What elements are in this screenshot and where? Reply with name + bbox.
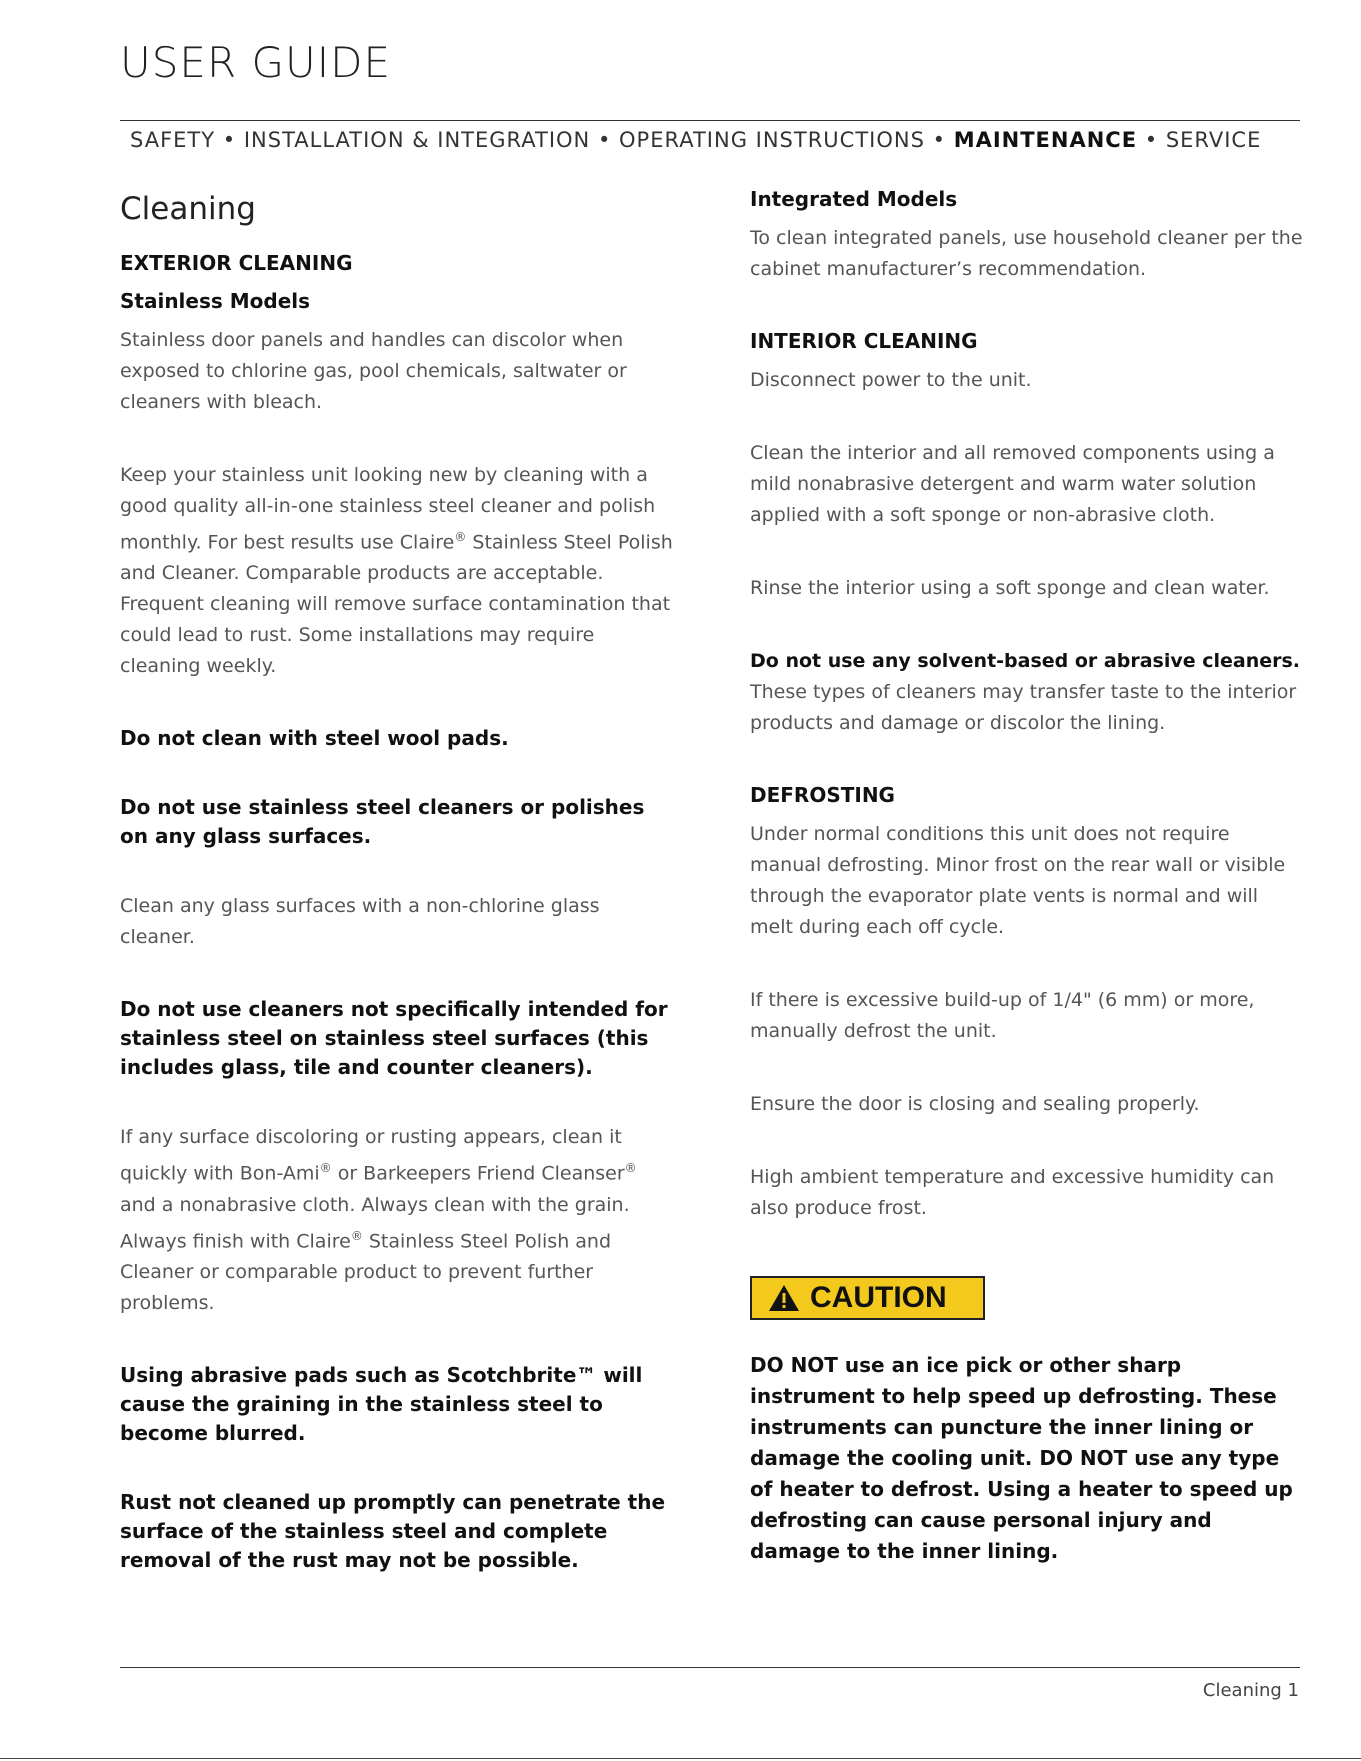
nav-item-service: SERVICE (1165, 128, 1262, 152)
door-seal-paragraph: Ensure the door is closing and sealing properly. (750, 1093, 1200, 1115)
abrasive-pads-warning: Using abrasive pads such as Scotchbrite™ will cause the graining in the stainless steel to become blurred. (120, 1362, 643, 1445)
glass-cleaning-paragraph: Clean any glass surfaces with a non-chlorine glass cleaner. (120, 895, 600, 949)
header-divider (120, 120, 1300, 121)
nav-item-installation: INSTALLATION & INTEGRATION (243, 128, 591, 152)
section-title: Cleaning (120, 191, 256, 227)
glass-polish-warning: Do not use stainless steel cleaners or polishes on any glass surfaces. (120, 795, 645, 849)
right-column (750, 185, 1305, 1567)
page-edge-line (0, 1758, 1361, 1759)
caution-label: CAUTION (810, 1281, 947, 1314)
integrated-models-heading: Integrated Models (750, 187, 958, 211)
footer-divider (120, 1667, 1300, 1668)
disconnect-power-paragraph: Disconnect power to the unit. (750, 369, 1032, 391)
defrost-buildup-paragraph: If there is excessive build-up of 1/4" (6 mm) or more, manually defrost the unit. (750, 989, 1255, 1042)
stainless-models-heading: Stainless Models (120, 289, 311, 313)
stainless-care-paragraph: Keep your stainless unit looking new by cleaning with a good quality all-in-one stainless steel cleaner and polish monthly. For best results use Claire® Stainless Steel Polish and Cleaner. Comparable products are acceptable. Frequent cleaning will remove surface contamination that could lead to rust. Some installations may require cleaning weekly. (120, 464, 673, 678)
caution-label-box (750, 1276, 985, 1320)
nav-separator: • (222, 128, 237, 152)
nav-separator: • (597, 128, 612, 152)
solvent-warning-paragraph: Do not use any solvent-based or abrasive cleaners. These types of cleaners may transfer taste to the interior products and damage or discolor the lining. (750, 650, 1301, 734)
interior-clean-paragraph: Clean the interior and all removed components using a mild nonabrasive detergent and warm water solution applied with a soft sponge or non-abrasive cloth. (750, 442, 1275, 526)
humidity-paragraph: High ambient temperature and excessive humidity can also produce frost. (750, 1166, 1275, 1219)
nav-separator: • (1144, 128, 1159, 152)
rust-warning: Rust not cleaned up promptly can penetrate the surface of the stainless steel and complete removal of the rust may not be possible. (120, 1489, 666, 1572)
stainless-discolor-paragraph: Stainless door panels and handles can discolor when exposed to chlorine gas, pool chemicals, saltwater or cleaners with bleach. (120, 329, 627, 413)
warning-triangle-icon (768, 1284, 800, 1312)
nav-item-safety: SAFETY (130, 128, 216, 152)
document-title: USER GUIDE (120, 38, 392, 87)
nav-item-operating: OPERATING INSTRUCTIONS (619, 128, 925, 152)
defrost-normal-paragraph: Under normal conditions this unit does not require manual defrosting. Minor frost on the rear wall or visible through the evaporator plate vents is normal and will melt during each off cycle. (750, 823, 1286, 938)
left-column (120, 185, 675, 1615)
section-nav (130, 128, 1261, 152)
nav-item-maintenance: MAINTENANCE (953, 128, 1138, 152)
rinse-paragraph: Rinse the interior using a soft sponge and clean water. (750, 577, 1270, 599)
steel-wool-warning: Do not clean with steel wool pads. (120, 726, 509, 751)
page-footer: Cleaning 1 (1202, 1680, 1299, 1701)
exterior-cleaning-heading: EXTERIOR CLEANING (120, 251, 353, 275)
integrated-panels-paragraph: To clean integrated panels, use household cleaner per the cabinet manufacturer’s recommendation. (750, 227, 1303, 280)
nav-separator: • (932, 128, 946, 152)
interior-cleaning-heading: INTERIOR CLEANING (750, 329, 978, 353)
defrosting-heading: DEFROSTING (750, 783, 895, 807)
caution-text: DO NOT use an ice pick or other sharp instrument to help speed up defrosting. These instruments can puncture the inner lining or damage the cooling unit. DO NOT use any type of heater to defrost. Using a heater to speed up defrosting can cause personal injury and damage to the inner lining. (750, 1353, 1293, 1563)
rust-cleaning-paragraph: If any surface discoloring or rusting appears, clean it quickly with Bon-Ami® or Barkeepers Friend Cleanser® and a nonabrasive cloth. Always clean with the grain. Always finish with Claire® Stainless Steel Polish and Cleaner or comparable product to prevent further problems. (120, 1126, 637, 1314)
cleaner-type-warning: Do not use cleaners not specifically intended for stainless steel on stainless steel surfaces (this includes glass, tile and counter cleaners). (120, 997, 668, 1080)
